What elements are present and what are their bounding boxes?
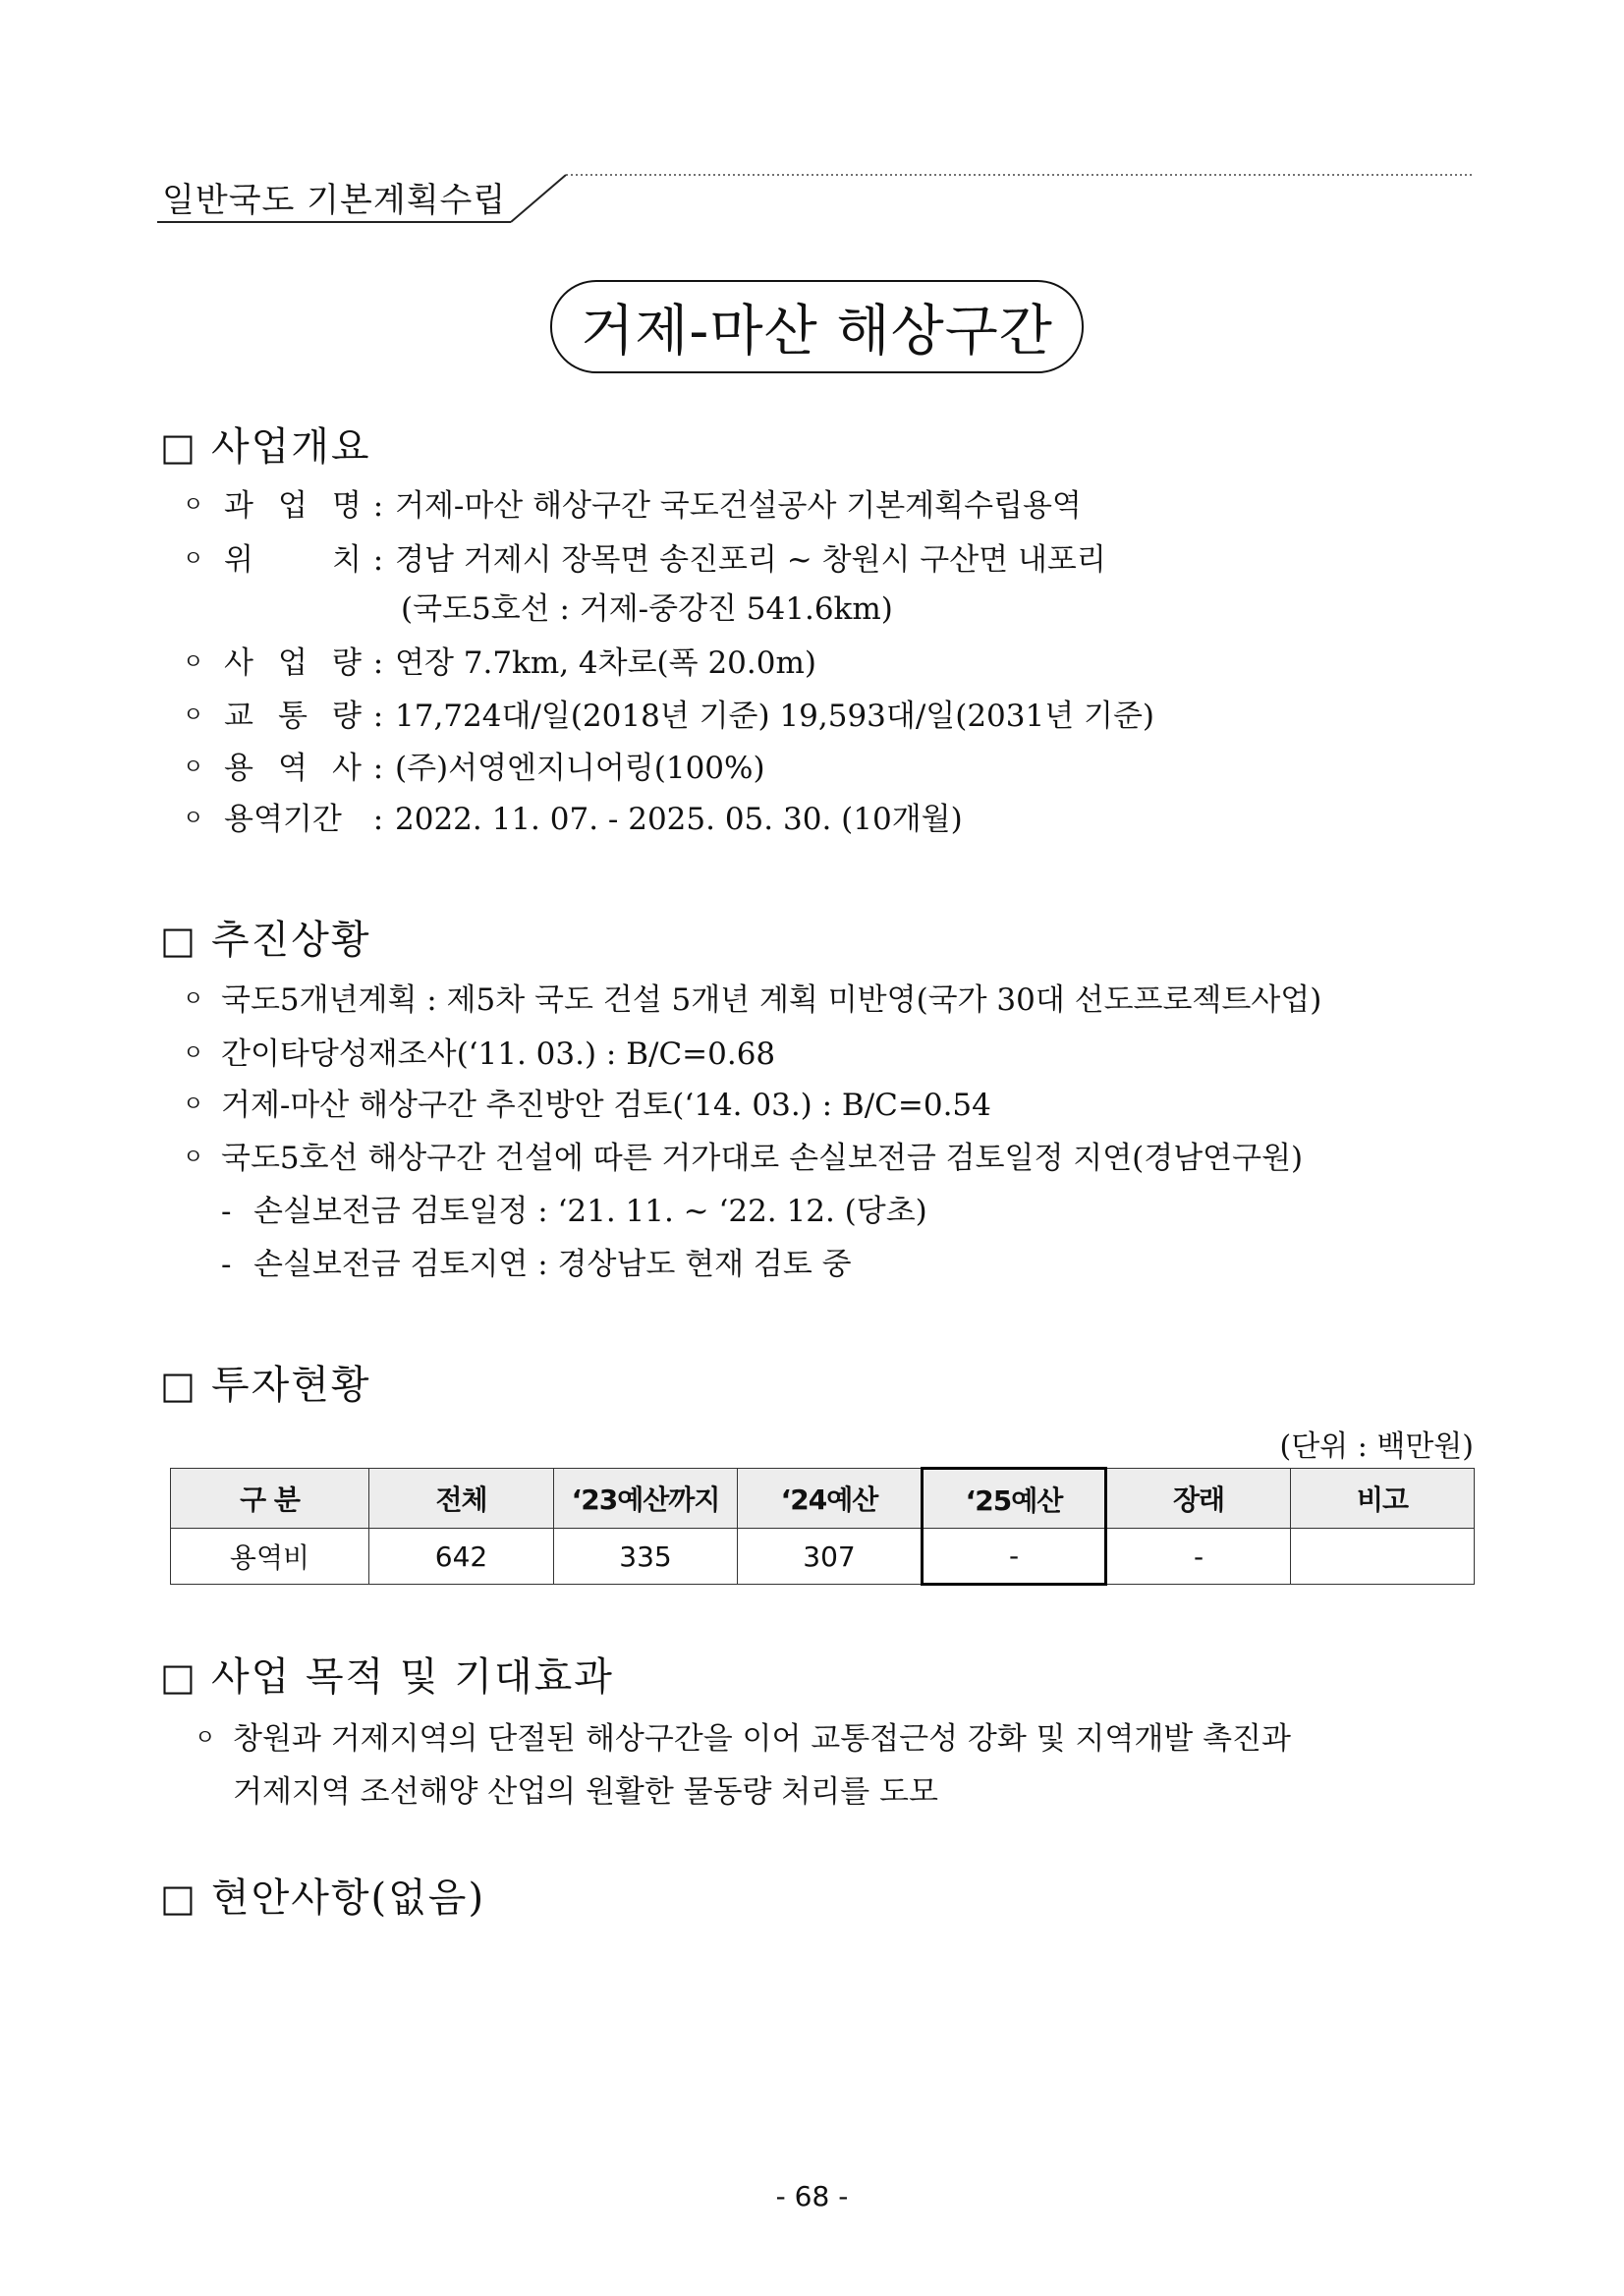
page-title: 거제-마산 해상구간: [581, 299, 1053, 364]
table-cell: 335: [554, 1529, 738, 1585]
bullet-icon: ㅇ: [183, 493, 204, 518]
checkbox-icon: □: [160, 425, 196, 469]
row-separator: :: [372, 645, 384, 681]
running-header: 일반국도 기본계획수립: [162, 181, 507, 220]
table-header-cell: ‘24예산: [738, 1469, 923, 1529]
bullet-icon: ㅇ: [183, 1041, 204, 1066]
unit-label: (단위 : 백만원): [1279, 1429, 1474, 1464]
section-heading-label: 사업개요: [211, 424, 371, 470]
row-value: 거제-마산 해상구간 국도건설공사 기본계획수립용역: [395, 488, 1082, 524]
section-heading-label: 투자현황: [211, 1363, 371, 1408]
header-rule: [0, 0, 1624, 236]
overview-row: [183, 486, 1082, 526]
section-heading-label: 사업 목적 및 기대효과: [211, 1654, 614, 1700]
section-heading-overview: [160, 424, 371, 470]
table-header-cell: 장래: [1106, 1469, 1291, 1529]
checkbox-icon: □: [160, 1655, 196, 1699]
bullet-icon: ㅇ: [183, 547, 204, 572]
bullet-icon: ㅇ: [183, 807, 204, 831]
table-header-cell: 전체: [369, 1469, 554, 1529]
table-cell: -: [923, 1529, 1106, 1585]
table-header-row: [171, 1469, 1475, 1529]
investment-table: [170, 1467, 1475, 1586]
table-row: [171, 1529, 1475, 1585]
table-cell: 용역비: [171, 1529, 369, 1585]
progress-item-text: 간이타당성재조사(‘11. 03.) : B/C=0.68: [221, 1036, 776, 1072]
table-cell: 642: [369, 1529, 554, 1585]
progress-sub-item: [221, 1192, 927, 1231]
row-value: (주)서영엔지니어링(100%): [395, 751, 765, 786]
row-label: 과 업 명: [224, 488, 362, 524]
section-heading-purpose: [160, 1654, 614, 1700]
progress-item: [183, 1139, 1303, 1178]
checkbox-icon: □: [160, 919, 196, 962]
row-label: 용역기간: [224, 802, 342, 837]
bullet-icon: ㅇ: [183, 756, 204, 780]
header-slash: [511, 175, 566, 222]
progress-item: [183, 980, 1321, 1020]
bullet-icon: ㅇ: [183, 703, 204, 728]
progress-sub-item: [221, 1245, 852, 1284]
row-separator: :: [372, 542, 384, 578]
row-value: 2022. 11. 07. - 2025. 05. 30. (10개월): [395, 802, 963, 837]
section-heading-label: 추진상황: [211, 918, 371, 963]
purpose-text-line: 창원과 거제지역의 단절된 해상구간을 이어 교통접근성 강화 및 지역개발 촉진과: [233, 1721, 1291, 1757]
checkbox-icon: □: [160, 1876, 196, 1920]
row-separator: :: [372, 699, 384, 734]
table-cell: -: [1106, 1529, 1291, 1585]
checkbox-icon: □: [160, 1364, 196, 1407]
bullet-icon: ㅇ: [183, 650, 204, 675]
section-heading-label: 현안사항(없음): [211, 1876, 486, 1921]
progress-sub-item-text: 손실보전금 검토일정 : ‘21. 11. ~ ‘22. 12. (당초): [253, 1194, 927, 1229]
row-separator: :: [372, 751, 384, 786]
overview-row: [183, 800, 963, 839]
page-title-box: [550, 280, 1084, 373]
progress-item-text: 거제-마산 해상구간 추진방안 검토(‘14. 03.) : B/C=0.54: [221, 1088, 991, 1123]
progress-item-text: 국도5호선 해상구간 건설에 따른 거가대로 손실보전금 검토일정 지연(경남연구원): [221, 1141, 1304, 1176]
overview-row: [183, 540, 1106, 580]
row-value: 17,724대/일(2018년 기준) 19,593대/일(2031년 기준): [395, 699, 1155, 734]
row-value: 연장 7.7km, 4차로(폭 20.0m): [395, 645, 816, 681]
sub-dash: -: [221, 1194, 232, 1229]
progress-item: [183, 1086, 991, 1125]
purpose-item: [195, 1719, 1291, 1759]
overview-row: [183, 697, 1154, 736]
progress-sub-item-text: 손실보전금 검토지연 : 경상남도 현재 검토 중: [253, 1247, 852, 1282]
sub-dash: -: [221, 1247, 232, 1282]
overview-row: [183, 644, 816, 683]
row-label: 사 업 량: [224, 645, 362, 681]
table-header-cell: ‘23예산까지: [554, 1469, 738, 1529]
section-heading-progress: [160, 918, 371, 963]
table-header-cell: 구 분: [171, 1469, 369, 1529]
section-heading-issues: [160, 1876, 485, 1921]
row-label: 위 치: [224, 542, 362, 578]
progress-item-text: 국도5개년계획 : 제5차 국도 건설 5개년 계획 미반영(국가 30대 선도프로젝트사업): [221, 982, 1322, 1018]
row-separator: :: [372, 802, 384, 837]
bullet-icon: ㅇ: [183, 1092, 204, 1117]
overview-row: [183, 749, 765, 788]
row-separator: :: [372, 488, 384, 524]
bullet-icon: ㅇ: [195, 1726, 216, 1751]
progress-item: [183, 1035, 775, 1074]
purpose-text-line: 거제지역 조선해양 산업의 원활한 물동량 처리를 도모: [233, 1774, 938, 1810]
bullet-icon: ㅇ: [183, 987, 204, 1012]
row-label: 교 통 량: [224, 699, 362, 734]
row-label: 용 역 사: [224, 751, 362, 786]
row-note: (국도5호선 : 거제-중강진 541.6km): [401, 591, 893, 627]
row-value: 경남 거제시 장목면 송진포리 ~ 창원시 구산면 내포리: [395, 542, 1106, 578]
table-header-cell: ‘25예산: [923, 1469, 1106, 1529]
table-cell: 307: [738, 1529, 923, 1585]
page-number: - 68 -: [775, 2180, 849, 2212]
table-header-cell: 비고: [1291, 1469, 1475, 1529]
bullet-icon: ㅇ: [183, 1146, 204, 1170]
section-heading-investment: [160, 1363, 371, 1408]
table-cell: [1291, 1529, 1475, 1585]
